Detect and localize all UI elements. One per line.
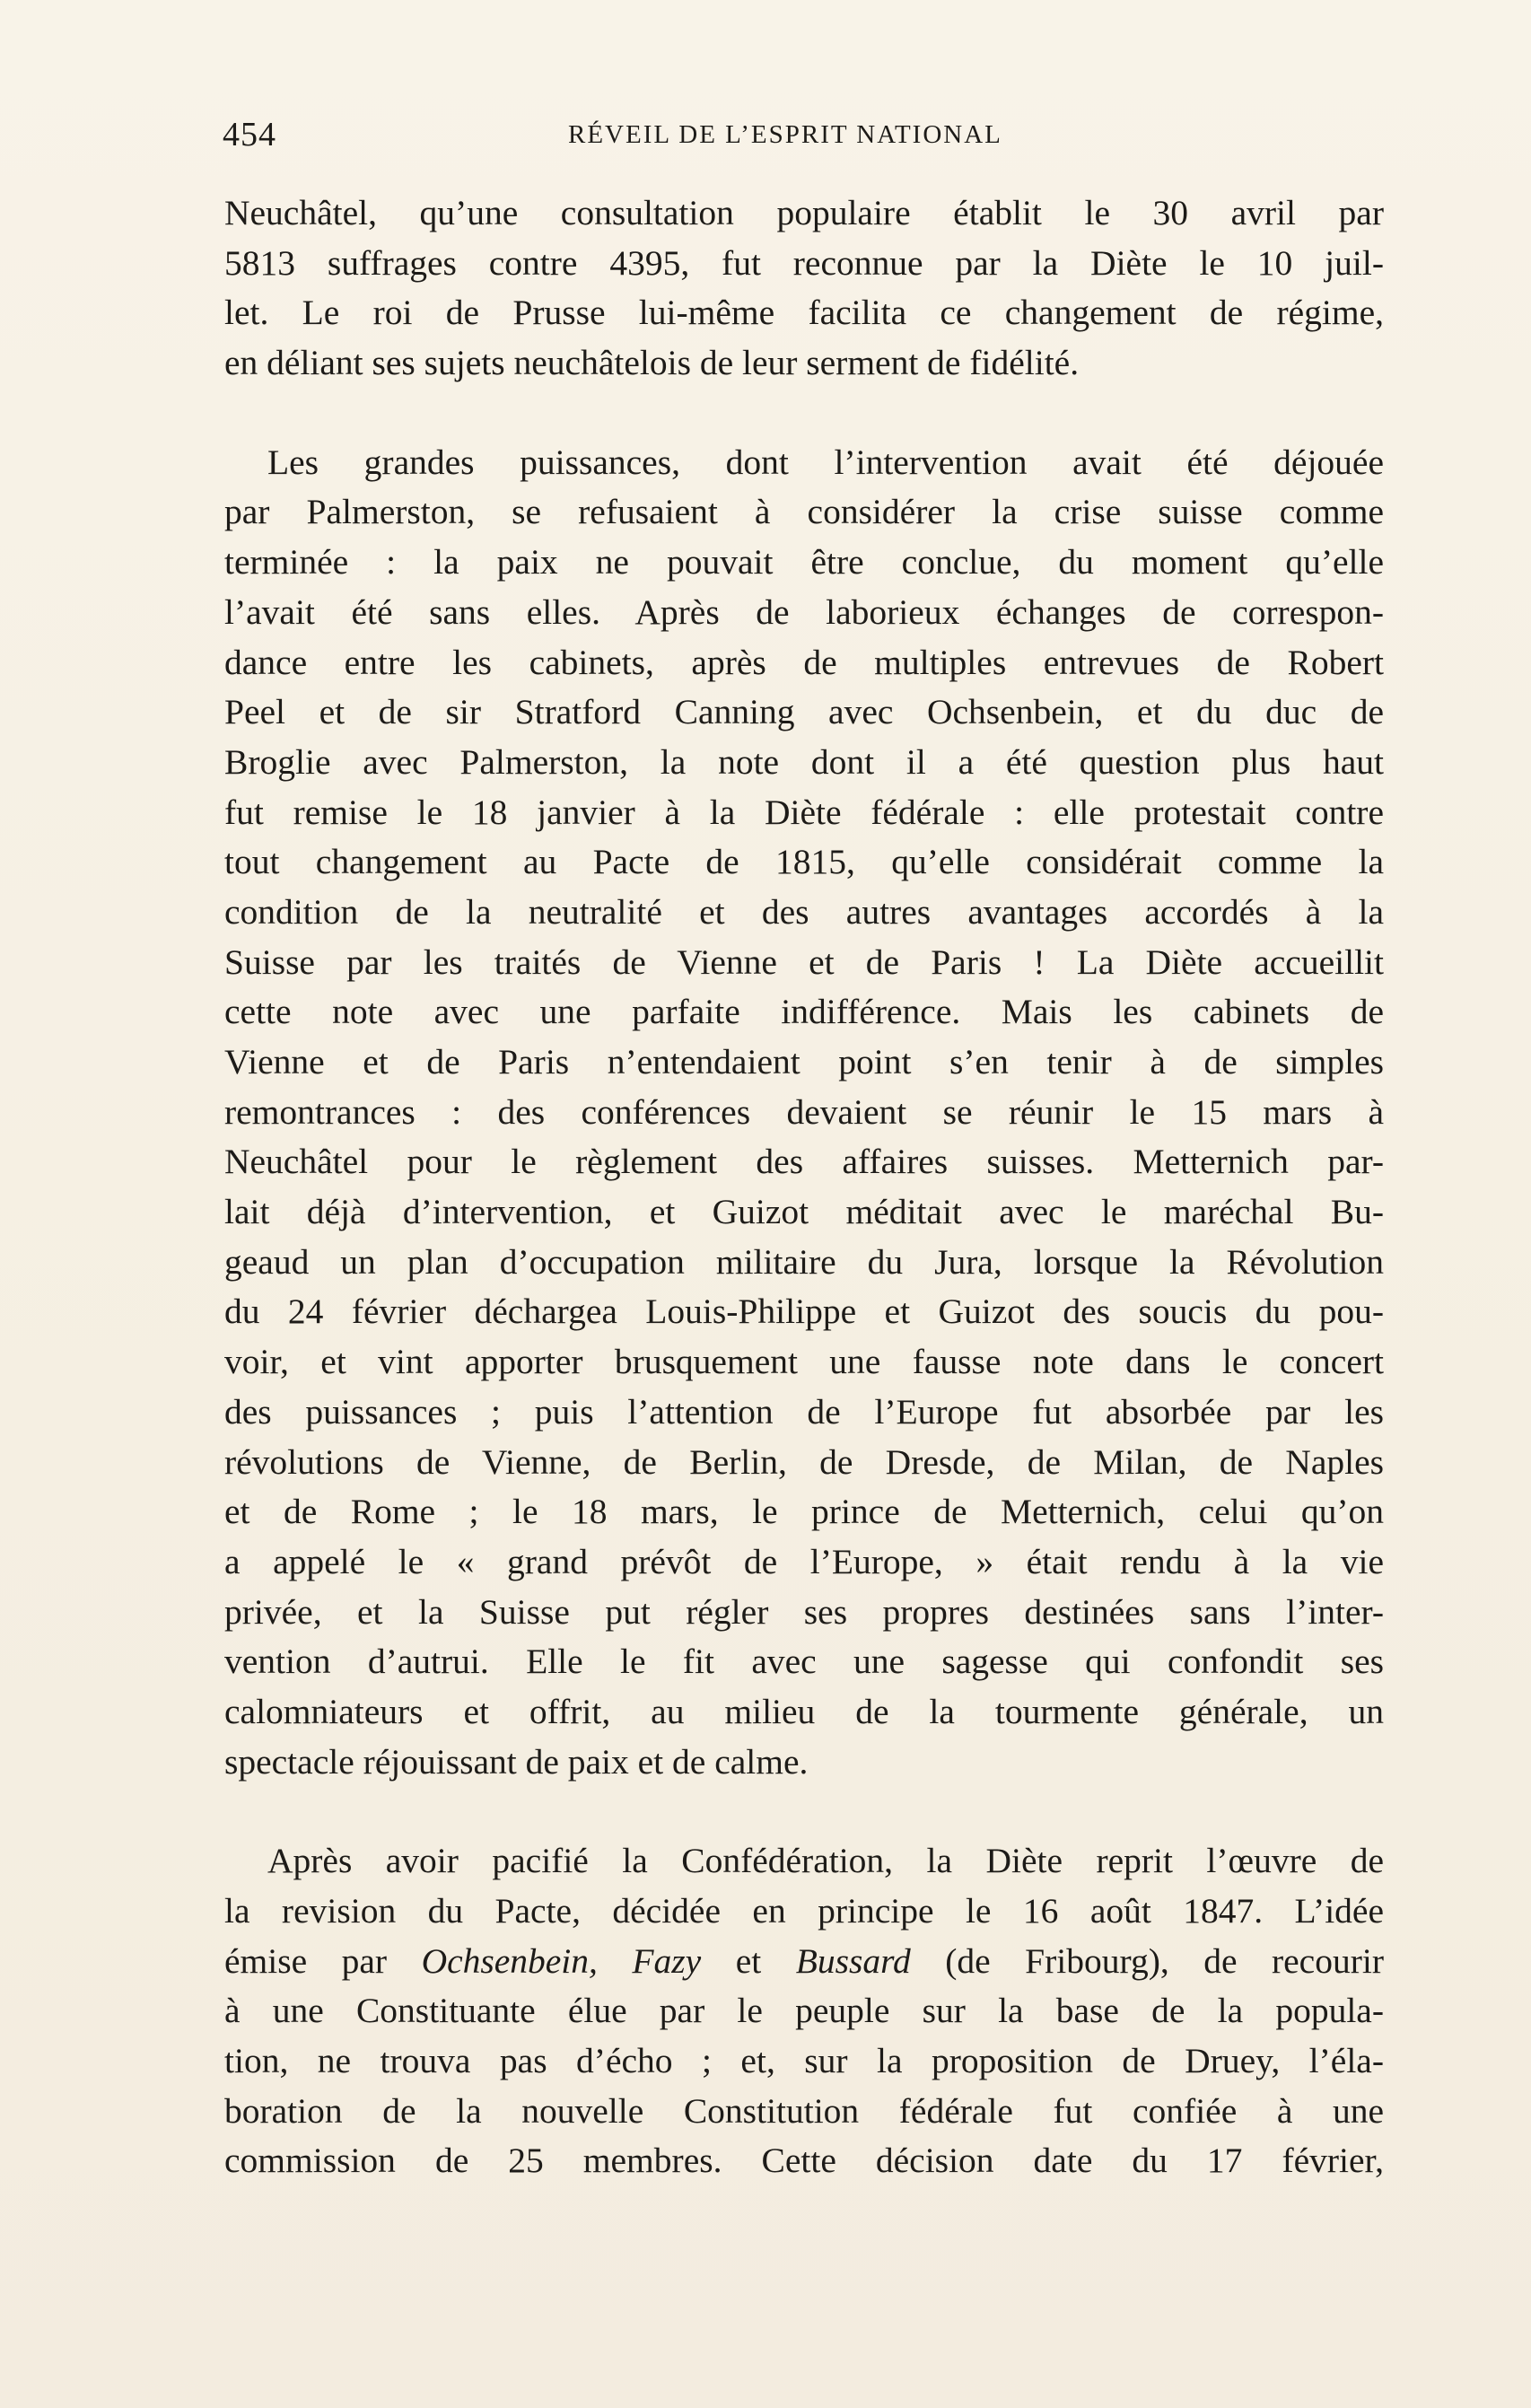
text-line: lait déjà d’intervention, et Guizot méditait avec le maréchal Bu-: [224, 1192, 1384, 1232]
text-line: remontrances : des conférences devaient se réunir le 15 mars à: [224, 1091, 1384, 1132]
text-line: let. Le roi de Prusse lui-même facilita ce changement de régime,: [224, 293, 1384, 333]
text-line: cette note avec une parfaite indifférence. Mais les cabinets de: [224, 992, 1384, 1032]
text-line: Neuchâtel, qu’une consultation populaire établit le 30 avril par: [224, 193, 1384, 232]
text-line: Suisse par les traités de Vienne et de Paris ! La Diète accueillit: [224, 941, 1384, 982]
text-line: Les grandes puissances, dont l’intervention avait été déjouée: [267, 442, 1384, 482]
italic-name: Bussard: [795, 1940, 911, 1981]
text-line: tout changement au Pacte de 1815, qu’elle considérait comme la: [224, 842, 1384, 882]
text-line: boration de la nouvelle Constitution fédérale fut confiée à une: [224, 2090, 1384, 2131]
text-line: fut remise le 18 janvier à la Diète fédérale : elle protestait contre: [224, 792, 1384, 832]
text-run: émise par: [224, 1940, 422, 1981]
italic-name: Ochsenbein,: [421, 1940, 598, 1981]
text-line: privée, et la Suisse put régler ses propres destinées sans l’inter-: [224, 1591, 1384, 1632]
italic-name: Fazy: [632, 1940, 702, 1981]
text-line: dance entre les cabinets, après de multiples entrevues de Robert: [224, 642, 1384, 682]
page-number: 454: [223, 116, 276, 153]
text-line: des puissances ; puis l’attention de l’Europe fut absorbée par les: [224, 1391, 1384, 1432]
paragraph-gap: [224, 1787, 1384, 1836]
text-line: du 24 février déchargea Louis-Philippe et Guizot des soucis du pou-: [224, 1292, 1384, 1332]
text-line: Vienne et de Paris n’entendaient point s’en tenir à de simples: [224, 1042, 1384, 1081]
text-line: Neuchâtel pour le règlement des affaires suisses. Metternich par-: [224, 1142, 1384, 1182]
text-line: Peel et de sir Stratford Canning avec Ochsenbein, et du duc de: [224, 692, 1384, 732]
paragraph-2: [224, 438, 1384, 1788]
text-line: geaud un plan d’occupation militaire du Jura, lorsque la Révolution: [224, 1241, 1384, 1282]
text-line: la revision du Pacte, décidée en principe le 16 août 1847. L’idée: [224, 1891, 1384, 1931]
text-line: commission de 25 membres. Cette décision date du 17 février,: [224, 2141, 1384, 2181]
text-line: a appelé le « grand prévôt de l’Europe, » était rendu à la vie: [224, 1541, 1384, 1581]
text-line-with-names: [224, 1937, 1384, 1987]
text-line: par Palmerston, se refusaient à considérer la crise suisse comme: [224, 492, 1384, 532]
text-line: calomniateurs et offrit, au milieu de la tourmente générale, un: [224, 1691, 1384, 1731]
text-line: à une Constituante élue par le peuple sur la base de la popula-: [224, 1991, 1384, 2031]
paragraph-1: [224, 188, 1384, 389]
text-line: spectacle réjouissant de paix et de calme.: [224, 1741, 809, 1782]
running-header: [223, 115, 1389, 160]
text-line: condition de la neutralité et des autres avantages accordés à la: [224, 891, 1384, 932]
text-line: tion, ne trouva pas d’écho ; et, sur la proposition de Druey, l’éla-: [224, 2041, 1384, 2081]
paragraph-gap: [224, 389, 1384, 438]
text-line: révolutions de Vienne, de Berlin, de Dresde, de Milan, de Naples: [224, 1441, 1384, 1482]
running-title: RÉVEIL DE L’ESPRIT NATIONAL: [568, 120, 1002, 149]
text-line: en déliant ses sujets neuchâtelois de leur serment de fidélité.: [224, 343, 1080, 383]
text-line: voir, et vint apporter brusquement une fausse note dans le concert: [224, 1342, 1384, 1382]
text-line: et de Rome ; le 18 mars, le prince de Metternich, celui qu’on: [224, 1492, 1384, 1532]
text-line: vention d’autrui. Elle le fit avec une sagesse qui confondit ses: [224, 1642, 1384, 1682]
text-run: (de Fribourg), de recourir: [910, 1940, 1384, 1981]
text-line: Broglie avec Palmerston, la note dont il a été question plus haut: [224, 741, 1384, 782]
text-line: Après avoir pacifié la Confédération, la Diète reprit l’œuvre de: [267, 1841, 1384, 1881]
body-text: [224, 188, 1384, 2186]
text-line: 5813 suffrages contre 4395, fut reconnue par la Diète le 10 juil-: [224, 242, 1384, 283]
paragraph-3: [224, 1836, 1384, 2186]
text-line: terminée : la paix ne pouvait être conclue, du moment qu’elle: [224, 542, 1384, 582]
text-run: et: [701, 1940, 796, 1981]
text-line: l’avait été sans elles. Après de laborieux échanges de correspon-: [224, 591, 1384, 632]
